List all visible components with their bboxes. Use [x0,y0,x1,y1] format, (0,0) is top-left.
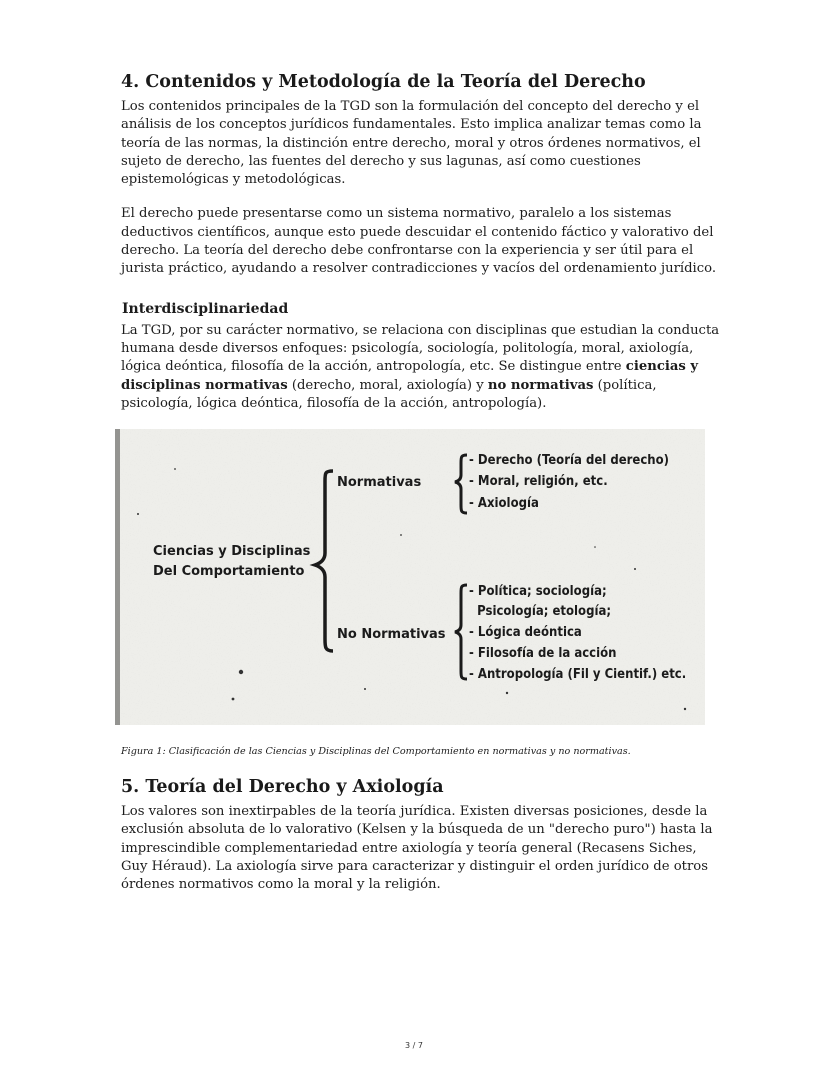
section-5-paragraph: Los valores son inextirpables de la teoría jurídica. Existen diversas posiciones, desde la exclusión absoluta de lo valorativo (Kelsen y la búsqueda de un "derecho puro") hasta la imprescindible complementariedad entre axiología y teoría general (Recasens Siches, Guy Héraud). La axiología sirve para caracterizar y distinguir el orden jurídico de otros órdenes normativos como la moral y la religión. [121,804,713,893]
no-normativas-item: - Política; sociología; [469,584,607,600]
classification-diagram [115,429,705,725]
interdisciplinariedad-paragraph [121,322,721,413]
section-4-heading: 4. Contenidos y Metodología de la Teoría del Derecho [121,72,646,92]
figure-caption: Figura 1: Clasificación de las Ciencias y Disciplinas del Comportamiento en normativas y no normativas. [121,746,631,758]
normativas-item: - Derecho (Teoría del derecho) [469,453,669,469]
no-normativas-item: - Lógica deóntica [469,625,582,641]
document-page [121,70,721,911]
section-5-heading: 5. Teoría del Derecho y Axiología [121,777,444,798]
text-run: (política, psicología, lógica deóntica, filosofía de la acción, antropología). [121,377,657,411]
interdisciplinariedad-heading: Interdisciplinariedad [122,300,289,317]
text-run: La TGD, por su carácter normativo, se relaciona con disciplinas que estudian la conducta humana desde diversos enfoques: psicología, sociología, politología, moral, axiología, lógica deóntica, filosofía de la acción, antropología, etc. Se distingue entre [121,322,720,375]
normativas-item: - Axiología [469,496,539,512]
section-4-paragraph-2: El derecho puede presentarse como un sistema normativo, paralelo a los sistemas deductivos científicos, aunque esto puede descuidar el contenido fáctico y valorativo del derecho. La teoría del derecho debe confrontarse con la experiencia y ser útil para el jurista práctico, ayudando a resolver contradicciones y vacíos del ordenamiento jurídico. [121,206,717,277]
no-normativas-label: No Normativas [337,627,446,643]
scan-edge [115,429,120,725]
text-run: (derecho, moral, axiología) y [287,377,488,393]
section-4-paragraph-1: Los contenidos principales de la TGD son la formulación del concepto del derecho y el análisis de los conceptos jurídicos fundamentales. Esto implica analizar temas como la teoría de las normas, la distinción entre derecho, moral y otros órdenes normativos, el sujeto de derecho, las fuentes del derecho y sus lagunas, así como cuestiones epistemológicas y metodológicas. [121,99,702,188]
bold-term-no-normativas: no normativas [487,377,594,393]
normativas-label: Normativas [337,475,422,491]
no-normativas-item: - Antropología (Fil y Cientif.) etc. [469,667,687,683]
root-label-line-1: Ciencias y Disciplinas [153,544,311,560]
page-number: 3 / 7 [405,1041,423,1050]
classification-diagram-figure [115,429,705,725]
bold-term-normativas: ciencias y disciplinas normativas [121,359,699,393]
no-normativas-item: - Filosofía de la acción [469,646,617,662]
no-normativas-item: Psicología; etología; [469,604,612,620]
normativas-item: - Moral, religión, etc. [469,474,608,490]
root-label-line-2: Del Comportamiento [153,564,305,580]
